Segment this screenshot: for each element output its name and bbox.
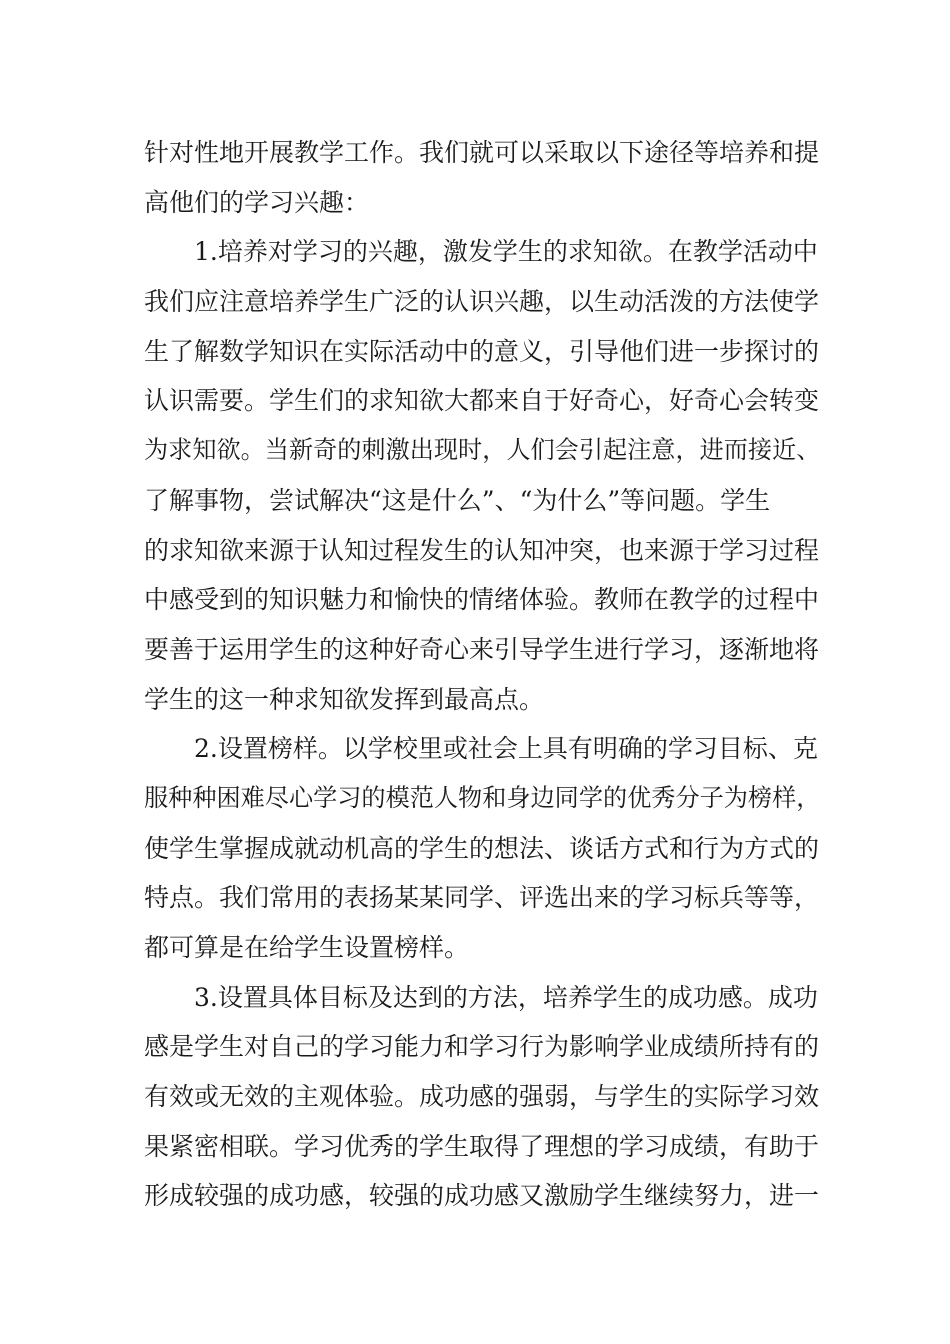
text-line: 形成较强的成功感，较强的成功感又激励学生继续努力，进一 — [144, 1181, 820, 1211]
text-line: 感是学生对自己的学习能力和学习行为影响学业成绩所持有的 — [144, 1032, 820, 1062]
text-line: 学生的这一种求知欲发挥到最高点。 — [144, 684, 545, 714]
text-line: 要善于运用学生的这种好奇心来引导学生进行学习，逐渐地将 — [144, 634, 820, 664]
text-line: 我们应注意培养学生广泛的认识兴趣，以生动活泼的方法使学 — [144, 287, 820, 317]
text-line: 为求知欲。当新奇的刺激出现时，人们会引起注意，进而接近、 — [144, 436, 821, 465]
text-line: 特点。我们常用的表扬某某同学、评选出来的学习标兵等等， — [144, 883, 820, 913]
text-line: 中感受到的知识魅力和愉快的情绪体验。教师在教学的过程中 — [144, 585, 820, 615]
text-line: 3.设置具体目标及达到的方法，培养学生的成功感。成功 — [194, 982, 818, 1012]
text-line: 针对性地开展教学工作。我们就可以采取以下途径等培养和提 — [144, 138, 820, 167]
text-line: 1.培养对学习的兴趣，激发学生的求知欲。在教学活动中 — [194, 237, 818, 267]
text-line: 了解事物，尝试解决“这是什么”、“为什么”等问题。学生 — [144, 485, 771, 515]
text-line: 使学生掌握成就动机高的学生的想法、谈话方式和行为方式的 — [144, 833, 820, 863]
text-line: 生了解数学知识在实际活动中的意义，引导他们进一步探讨的 — [144, 336, 820, 366]
text-line: 认识需要。学生们的求知欲大都来自于好奇心，好奇心会转变 — [144, 386, 820, 416]
text-line: 的求知欲来源于认知过程发生的认知冲突，也来源于学习过程 — [144, 535, 820, 565]
text-line: 2.设置榜样。以学校里或社会上具有明确的学习目标、克 — [194, 734, 818, 764]
text-line: 果紧密相联。学习优秀的学生取得了理想的学习成绩，有助于 — [144, 1131, 820, 1161]
text-line: 高他们的学习兴趣： — [144, 187, 370, 217]
text-line: 有效或无效的主观体验。成功感的强弱，与学生的实际学习效 — [144, 1082, 820, 1112]
text-line: 都可算是在给学生设置榜样。 — [144, 933, 470, 962]
text-line: 服种种困难尽心学习的模范人物和身边同学的优秀分子为榜样， — [144, 783, 821, 812]
body-text — [144, 128, 824, 1221]
